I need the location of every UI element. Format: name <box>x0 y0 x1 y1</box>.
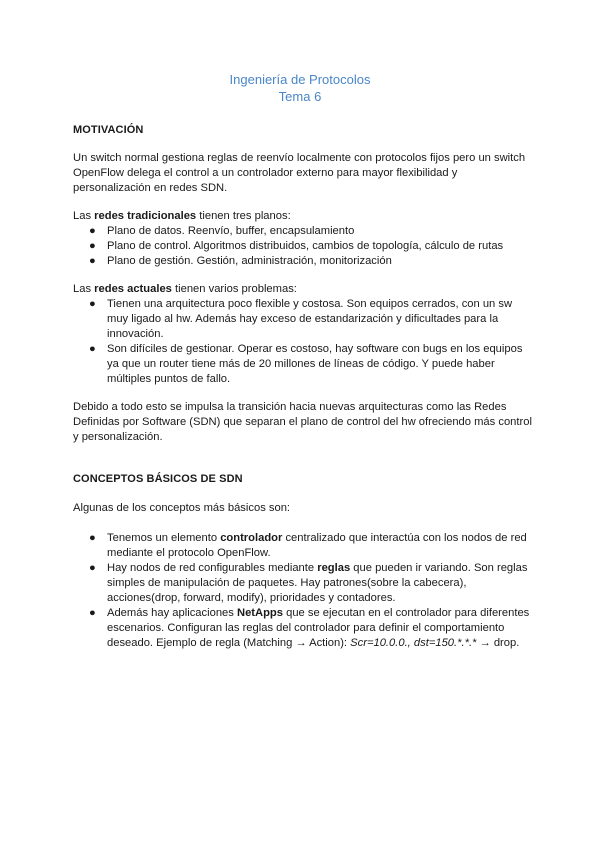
bullet-icon: ● <box>89 607 96 619</box>
item-pre: Tenemos un elemento <box>107 532 221 544</box>
bullet-icon: ● <box>89 562 96 574</box>
paragraph-redes-tradicionales <box>73 209 533 269</box>
lead-pre: Las <box>73 210 95 222</box>
bold-term: redes actuales <box>94 283 172 295</box>
list-item-text: Plano de gestión. Gestión, administración, monitorización <box>107 255 392 267</box>
lead-sentence <box>73 209 533 224</box>
paragraph-text: Un switch normal gestiona reglas de reenvío localmente con protocolos fijos pero un switch OpenFlow delega el control a un controlador externo para mayor flexibilidad y personalización en redes SDN. <box>73 152 526 194</box>
list-item-text: Plano de datos. Reenvío, buffer, encapsulamiento <box>107 225 355 237</box>
section-heading-conceptos: CONCEPTOS BÁSICOS DE SDN <box>73 473 243 485</box>
bullet-list-problemas <box>73 297 533 387</box>
bold-term: reglas <box>317 562 351 574</box>
document-title: Ingeniería de Protocolos <box>229 72 371 87</box>
item-pre: Hay nodos de red configurables mediante <box>107 562 318 574</box>
list-item-netapps <box>73 606 533 651</box>
paragraph-redes-actuales <box>73 282 533 387</box>
paragraph-motivacion-intro <box>73 151 533 196</box>
list-item <box>73 342 533 387</box>
item-mid: que se ejecutan en el controlador para diferentes escenarios. Configuran las reglas del controlador para definir el comportamiento deseado. Ejemplo de regla (Matching → Action): <box>107 607 530 649</box>
document-subtitle: Tema 6 <box>278 89 322 104</box>
lead-sentence <box>73 282 533 297</box>
item-end: → drop. <box>476 637 520 649</box>
item-post: que pueden ir variando. Son reglas simples de manipulación de paquetes. Hay patrones(sobre la cabecera), acciones(drop, forward, modify), prioridades y contadores. <box>107 562 528 604</box>
bold-term: redes tradicionales <box>94 210 197 222</box>
item-pre: Además hay aplicaciones <box>107 607 237 619</box>
lead-post: tienen tres planos: <box>196 210 291 222</box>
section-heading-motivacion: MOTIVACIÓN <box>73 124 144 136</box>
bullet-icon: ● <box>89 298 96 310</box>
concepts-list <box>73 531 533 651</box>
lead-post: tienen varios problemas: <box>171 283 297 295</box>
bullet-icon: ● <box>89 343 96 355</box>
paragraph-text: Algunas de los conceptos más básicos son: <box>73 502 291 514</box>
bullet-icon: ● <box>89 225 96 237</box>
bullet-icon: ● <box>89 255 96 267</box>
list-item-reglas <box>73 561 533 606</box>
bullet-icon: ● <box>89 532 96 544</box>
paragraph-conceptos-intro <box>73 501 533 516</box>
list-item <box>73 224 533 239</box>
item-post: centralizado que interactúa con los nodos de red mediante el protocolo OpenFlow. <box>107 532 527 559</box>
list-item-controlador <box>73 531 533 561</box>
bullet-list-conceptos <box>73 531 533 651</box>
bullet-list-planos <box>73 224 533 269</box>
bold-term: NetApps <box>236 607 283 619</box>
list-item-text: Plano de control. Algoritmos distribuidos, cambios de topología, cálculo de rutas <box>107 240 504 252</box>
bullet-icon: ● <box>89 240 96 252</box>
list-item <box>73 297 533 342</box>
bold-term: controlador <box>220 532 283 544</box>
list-item-text: Son difíciles de gestionar. Operar es costoso, hay software con bugs en los equipos ya que un router tiene más de 20 millones de líneas de código. Y puede haber múltiples puntos de fallo. <box>107 343 523 385</box>
list-item <box>73 239 533 254</box>
list-item <box>73 254 533 269</box>
paragraph-motivacion-conclusion <box>73 400 533 445</box>
lead-pre: Las <box>73 283 95 295</box>
list-item-text: Tienen una arquitectura poco flexible y costosa. Son equipos cerrados, con un sw muy ligado al hw. Además hay exceso de estandarización y dificultades para la innovación. <box>107 298 513 340</box>
italic-rule-example: Scr=10.0.0., dst=150.*.*.* <box>350 637 477 649</box>
document-title-block <box>0 71 600 105</box>
paragraph-text: Debido a todo esto se impulsa la transición hacia nuevas arquitecturas como las Redes Definidas por Software (SDN) que separan el plano de control del hw ofreciendo más control y personalización. <box>73 401 532 443</box>
